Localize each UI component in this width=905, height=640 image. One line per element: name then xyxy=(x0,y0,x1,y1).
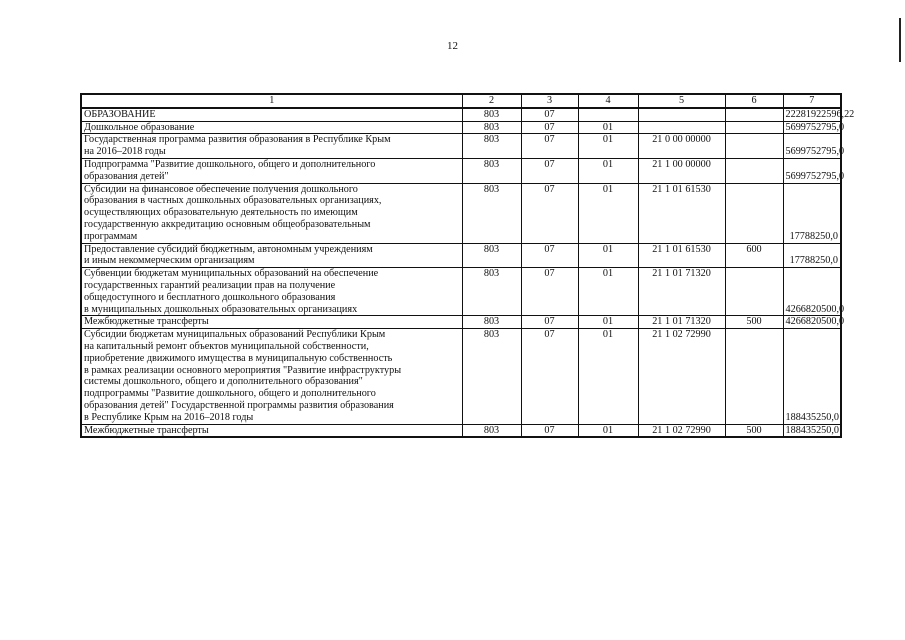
row-amount: 5699752795,0 xyxy=(783,158,841,183)
row-target-article xyxy=(638,121,725,134)
row-admin-code: 803 xyxy=(462,134,521,159)
table-row xyxy=(81,121,841,134)
row-section: 07 xyxy=(521,134,578,159)
row-amount: 4266820500,0 xyxy=(783,316,841,329)
row-admin-code: 803 xyxy=(462,243,521,268)
row-target-article: 21 1 01 71320 xyxy=(638,268,725,316)
row-section: 07 xyxy=(521,316,578,329)
page-number: 12 xyxy=(447,40,458,52)
row-expense-type xyxy=(725,121,783,134)
row-name: Межбюджетные трансферты xyxy=(81,316,462,329)
row-admin-code: 803 xyxy=(462,121,521,134)
table-row xyxy=(81,134,841,159)
row-name: Дошкольное образование xyxy=(81,121,462,134)
row-amount: 5699752795,0 xyxy=(783,121,841,134)
row-admin-code: 803 xyxy=(462,158,521,183)
row-amount: 4266820500,0 xyxy=(783,268,841,316)
row-target-article xyxy=(638,108,725,121)
row-name: Субвенции бюджетам муниципальных образований на обеспечение государственных гарантий реализации прав на получение общедоступного и бесплатного дошкольного образования в муниципальных дошкольных образовательных организациях xyxy=(81,268,462,316)
table-row xyxy=(81,158,841,183)
row-expense-type xyxy=(725,183,783,243)
scan-edge-mark xyxy=(899,18,901,62)
row-subsection: 01 xyxy=(578,329,638,424)
row-name: Субсидии бюджетам муниципальных образований Республики Крым на капитальный ремонт объектов муниципальной собственности, приобретение движимого имущества в муниципальную собственность в рамках реализации основного мероприятия "Развитие инфраструктуры системы дошкольного, общего и дополнительного образования" подпрограммы "Развитие дошкольного, общего и дополнительного образования детей" Государственной программы развития образования в Республике Крым на 2016–2018 годы xyxy=(81,329,462,424)
row-section: 07 xyxy=(521,243,578,268)
row-target-article: 21 1 02 72990 xyxy=(638,424,725,437)
row-expense-type xyxy=(725,108,783,121)
header-col-1: 1 xyxy=(81,94,462,108)
row-amount: 17788250,0 xyxy=(783,183,841,243)
row-expense-type: 500 xyxy=(725,316,783,329)
row-name: Предоставление субсидий бюджетным, автономным учреждениям и иным некоммерческим организациям xyxy=(81,243,462,268)
row-target-article: 21 1 01 71320 xyxy=(638,316,725,329)
row-subsection: 01 xyxy=(578,183,638,243)
row-name: Субсидии на финансовое обеспечение получения дошкольного образования в частных дошкольных образовательных организациях, осуществляющих образовательную деятельность по имеющим государственную аккредитацию основным общеобразовательным программам xyxy=(81,183,462,243)
row-subsection: 01 xyxy=(578,158,638,183)
row-target-article: 21 1 01 61530 xyxy=(638,243,725,268)
row-subsection: 01 xyxy=(578,424,638,437)
row-target-article: 21 1 02 72990 xyxy=(638,329,725,424)
row-amount: 188435250,0 xyxy=(783,329,841,424)
table-row xyxy=(81,329,841,424)
row-admin-code: 803 xyxy=(462,424,521,437)
table-row xyxy=(81,108,841,121)
row-section: 07 xyxy=(521,183,578,243)
table-header-row xyxy=(81,94,841,108)
row-amount: 17788250,0 xyxy=(783,243,841,268)
row-section: 07 xyxy=(521,424,578,437)
row-name: Межбюджетные трансферты xyxy=(81,424,462,437)
row-subsection: 01 xyxy=(578,121,638,134)
row-subsection: 01 xyxy=(578,243,638,268)
row-subsection: 01 xyxy=(578,134,638,159)
row-admin-code: 803 xyxy=(462,268,521,316)
row-admin-code: 803 xyxy=(462,316,521,329)
row-subsection: 01 xyxy=(578,268,638,316)
row-expense-type xyxy=(725,134,783,159)
row-target-article: 21 1 01 61530 xyxy=(638,183,725,243)
row-expense-type xyxy=(725,329,783,424)
table-row xyxy=(81,424,841,437)
row-name: ОБРАЗОВАНИЕ xyxy=(81,108,462,121)
row-subsection xyxy=(578,108,638,121)
row-expense-type xyxy=(725,158,783,183)
row-expense-type xyxy=(725,268,783,316)
header-col-4: 4 xyxy=(578,94,638,108)
header-col-2: 2 xyxy=(462,94,521,108)
row-admin-code: 803 xyxy=(462,108,521,121)
row-section: 07 xyxy=(521,121,578,134)
row-admin-code: 803 xyxy=(462,183,521,243)
row-amount: 5699752795,0 xyxy=(783,134,841,159)
row-section: 07 xyxy=(521,329,578,424)
row-name: Подпрограмма "Развитие дошкольного, общего и дополнительного образования детей" xyxy=(81,158,462,183)
table-row xyxy=(81,183,841,243)
table-row xyxy=(81,268,841,316)
header-col-7: 7 xyxy=(783,94,841,108)
header-col-6: 6 xyxy=(725,94,783,108)
row-target-article: 21 1 00 00000 xyxy=(638,158,725,183)
table-row xyxy=(81,316,841,329)
row-amount: 188435250,0 xyxy=(783,424,841,437)
row-amount: 22281922596,22 xyxy=(783,108,841,121)
row-expense-type: 500 xyxy=(725,424,783,437)
row-section: 07 xyxy=(521,268,578,316)
table-row xyxy=(81,243,841,268)
row-subsection: 01 xyxy=(578,316,638,329)
header-col-5: 5 xyxy=(638,94,725,108)
row-expense-type: 600 xyxy=(725,243,783,268)
header-col-3: 3 xyxy=(521,94,578,108)
row-name: Государственная программа развития образования в Республике Крым на 2016–2018 годы xyxy=(81,134,462,159)
row-admin-code: 803 xyxy=(462,329,521,424)
row-section: 07 xyxy=(521,158,578,183)
budget-table xyxy=(80,93,855,438)
row-section: 07 xyxy=(521,108,578,121)
row-target-article: 21 0 00 00000 xyxy=(638,134,725,159)
